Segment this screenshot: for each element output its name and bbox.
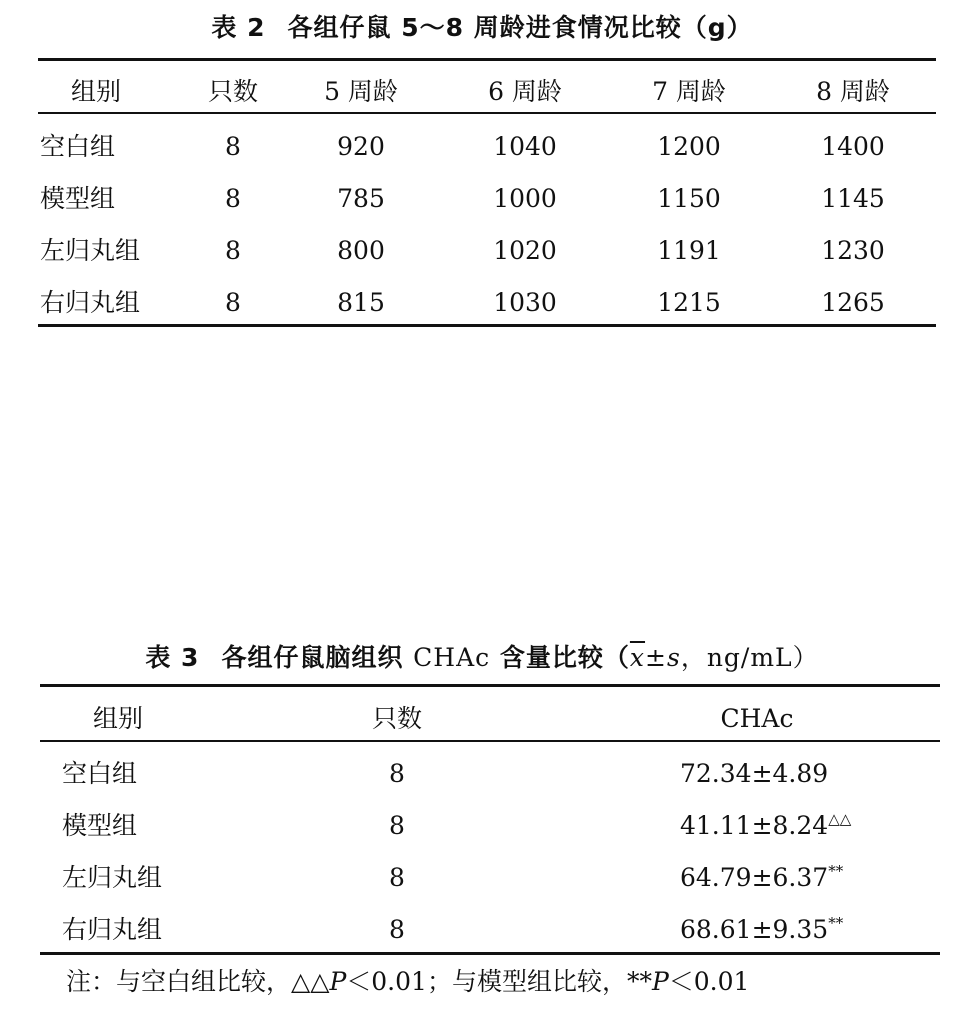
table2-n-cell: 8	[225, 184, 241, 213]
table3-group-cell: 模型组	[62, 811, 138, 840]
table2-col-w7: 7 周龄	[652, 77, 726, 106]
table3-title-sd: ±s	[645, 643, 681, 672]
table3-value-text: 72.34±4.89	[680, 759, 829, 788]
significance-mark: △△	[828, 810, 852, 828]
note-p2: P	[651, 967, 669, 996]
table2-header-rule	[38, 112, 936, 114]
table2-col-w6: 6 周龄	[488, 77, 562, 106]
table-row	[0, 123, 964, 171]
table2-header-row	[0, 68, 964, 116]
significance-mark: **	[828, 914, 844, 932]
table-row	[0, 906, 964, 954]
table3-caption	[0, 642, 964, 674]
table3-value-cell	[680, 750, 828, 798]
table2-w6-cell: 1000	[493, 184, 557, 213]
table-row	[0, 175, 964, 223]
table3-title-units: ，ng/mL）	[680, 643, 819, 672]
table3-value-text: 68.61±9.35	[680, 915, 829, 944]
table2-w8-cell: 1400	[821, 132, 885, 161]
table2-w5-cell: 815	[337, 288, 385, 317]
table2-n-cell: 8	[225, 132, 241, 161]
table3-n-cell: 8	[389, 863, 405, 892]
table2-w7-cell: 1150	[657, 184, 721, 213]
table2-label: 表 2	[211, 13, 266, 42]
table2-w7-cell: 1200	[657, 132, 721, 161]
note-mid: ＜0.01；与模型组比较，**	[346, 967, 652, 996]
note-prefix: 注：与空白组比较，△△	[66, 967, 330, 996]
table2-group-cell: 空白组	[40, 132, 116, 161]
table3-header-rule	[40, 740, 940, 742]
table2-w7-cell: 1191	[657, 236, 721, 265]
table2-title: 各组仔鼠 5～8 周龄进食情况比较（g）	[287, 13, 753, 42]
table2-w8-cell: 1145	[821, 184, 885, 213]
table3-group-cell: 空白组	[62, 759, 138, 788]
table2-col-n: 只数	[207, 77, 259, 106]
table2-caption	[0, 12, 964, 44]
table2-w5-cell: 920	[337, 132, 385, 161]
table3-n-cell: 8	[389, 915, 405, 944]
table2-w8-cell: 1265	[821, 288, 885, 317]
table2-w6-cell: 1020	[493, 236, 557, 265]
table3-value-text: 41.11±8.24	[680, 811, 829, 840]
table2-col-w8: 8 周龄	[816, 77, 890, 106]
table2-n-cell: 8	[225, 236, 241, 265]
table2-w5-cell: 800	[337, 236, 385, 265]
table-row	[0, 227, 964, 275]
note-suffix: ＜0.01	[668, 967, 750, 996]
table2-w6-cell: 1040	[493, 132, 557, 161]
table2-group-cell: 模型组	[40, 184, 116, 213]
table3-value-text: 64.79±6.37	[680, 863, 829, 892]
table3-value-cell	[680, 802, 851, 850]
table3-title-analyte: CHAc	[413, 643, 491, 672]
table2-w5-cell: 785	[337, 184, 385, 213]
table3-n-cell: 8	[389, 759, 405, 788]
table2-col-group: 组别	[70, 77, 122, 106]
table3-value-cell	[680, 906, 843, 954]
table2-top-rule	[38, 58, 936, 61]
table3-value-cell	[680, 854, 843, 902]
table3-footnote	[66, 962, 749, 1002]
table3-col-n: 只数	[371, 704, 423, 733]
table2-w8-cell: 1230	[821, 236, 885, 265]
table-row	[0, 802, 964, 850]
table2-group-cell: 右归丸组	[40, 288, 141, 317]
table3-title-mean: $\overline{x}$	[629, 643, 646, 672]
significance-mark: **	[828, 862, 844, 880]
table2-w6-cell: 1030	[493, 288, 557, 317]
table-row	[0, 854, 964, 902]
table-row	[0, 750, 964, 798]
table2-bottom-rule	[38, 324, 936, 327]
table2-n-cell: 8	[225, 288, 241, 317]
table3-group-cell: 左归丸组	[62, 863, 163, 892]
table3-header-row	[0, 695, 964, 743]
table-row	[0, 279, 964, 327]
table3-bottom-rule	[40, 952, 940, 955]
table2-w7-cell: 1215	[657, 288, 721, 317]
table2-group-cell: 左归丸组	[40, 236, 141, 265]
table3-group-cell: 右归丸组	[62, 915, 163, 944]
table3-col-value: CHAc	[720, 704, 794, 733]
table3-title-main: 各组仔鼠脑组织	[221, 643, 404, 672]
table3-top-rule	[40, 684, 940, 687]
table3-n-cell: 8	[389, 811, 405, 840]
table3-col-group: 组别	[92, 704, 144, 733]
table3-title-tail: 含量比较	[499, 643, 604, 672]
table3-label: 表 3	[145, 643, 200, 672]
note-p1: P	[329, 967, 347, 996]
table2-col-w5: 5 周龄	[324, 77, 398, 106]
table3-title-paren: （	[603, 643, 630, 672]
